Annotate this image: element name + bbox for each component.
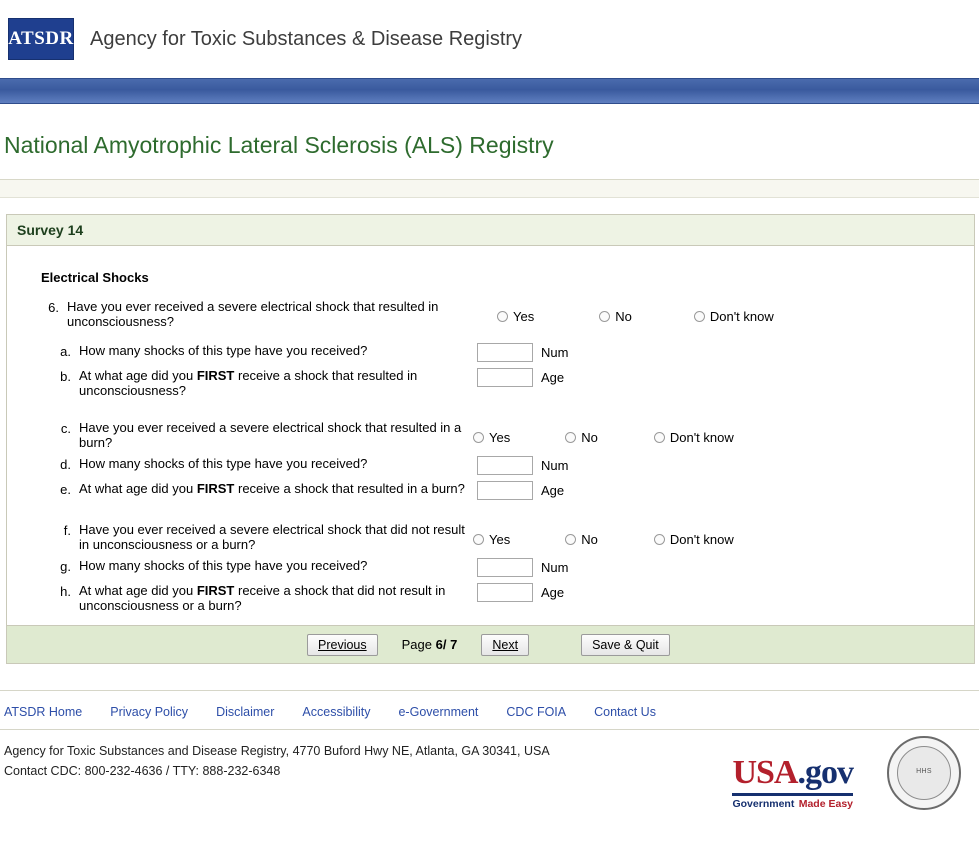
radio-circle-icon[interactable] [654,432,665,443]
age-input-e[interactable] [477,481,533,500]
radio-label: Yes [513,309,535,324]
question-text: How many shocks of this type have you received? [79,456,368,471]
unit-label: Num [541,458,569,473]
unit-label: Age [541,370,565,385]
field-block-h [477,583,564,602]
footer-links [0,691,979,729]
radio-circle-icon[interactable] [565,534,576,545]
question-number: 6. [48,300,59,315]
section-title: Electrical Shocks [41,270,149,285]
radio-label: No [581,430,598,445]
radio-option-no[interactable] [565,430,598,445]
question-number: h. [60,584,71,599]
question-row-b [7,368,974,398]
footer-address-line-1: Agency for Toxic Substances and Disease Registry, 4770 Buford Hwy NE, Atlanta, GA 30341, USA [4,744,550,758]
field-block-g [477,558,568,577]
usagov-tagline-right: Made Easy [798,798,853,810]
question-row-f [7,522,974,552]
previous-button[interactable] [307,634,378,656]
footer-link-contact-us[interactable]: Contact Us [594,705,656,719]
radio-circle-icon[interactable] [654,534,665,545]
page-current: 6 [435,637,443,652]
question-number: c. [60,421,71,436]
radio-option-dont-know[interactable] [694,309,774,324]
radio-group-c [473,420,734,445]
save-and-quit-label: Save & Quit [592,637,659,652]
radio-option-yes[interactable] [497,309,534,324]
title-underbar [0,180,979,198]
radio-option-no[interactable] [565,532,598,547]
question-row-h [7,583,974,613]
radio-label: Yes [489,532,511,547]
footer-link-e-government[interactable]: e-Government [398,705,479,719]
question-row-6 [7,299,974,329]
footer-link-atsdr-home[interactable]: ATSDR Home [4,705,83,719]
footer-bottom [0,730,979,810]
radio-label: No [615,309,632,324]
unit-label: Age [541,483,565,498]
radio-label: Don't know [669,430,734,445]
radio-label: Don't know [709,309,774,324]
previous-button-label: Previous [318,637,367,652]
radio-circle-icon[interactable] [473,534,484,545]
usagov-gov-text: .gov [797,754,853,791]
page-separator: / [442,637,447,652]
question-text: At what age did you FIRST receive a shock that did not result in unconsciousness or a burn? [79,583,446,613]
page-title: National Amyotrophic Lateral Sclerosis (ALS) Registry [4,132,554,158]
radio-label: Don't know [669,532,734,547]
shocks-count-input-g[interactable] [477,558,533,577]
header-color-band [0,78,979,104]
question-text: Have you ever received a severe electrical shock that resulted in a burn? [79,420,462,450]
group-spacer [7,404,974,420]
atsdr-logo[interactable] [8,18,74,60]
question-text: Have you ever received a severe electrical shock that resulted in unconsciousness? [67,299,439,329]
usagov-tagline-left: Government [732,798,795,810]
question-number: g. [60,559,71,574]
hhs-seal-icon [887,736,961,810]
hhs-seal-text: HHS [916,768,932,775]
usagov-logo-text [732,754,853,792]
age-input-b[interactable] [477,368,533,387]
question-text: Have you ever received a severe electrical shock that did not result in unconsciousness or a burn? [79,522,465,552]
age-input-h[interactable] [477,583,533,602]
footer-address-line-2: Contact CDC: 800-232-4636 / TTY: 888-232-6348 [4,764,281,778]
radio-label: No [581,532,598,547]
question-row-g [7,558,974,577]
emphasis-first: FIRST [196,583,235,598]
field-block-b [477,368,564,387]
radio-group-f [473,522,734,547]
field-block-d [477,456,568,475]
group-spacer [7,506,974,522]
atsdr-logo-text: ATSDR [8,28,74,49]
radio-label: Yes [489,430,511,445]
survey-panel-wrapper [0,198,979,664]
question-text: At what age did you FIRST receive a shock that resulted in unconsciousness? [79,368,418,398]
agency-title: Agency for Toxic Substances & Disease Registry [90,27,523,50]
question-row-e [7,481,974,500]
radio-circle-icon[interactable] [497,311,508,322]
field-block-a [477,343,568,362]
header-band-spacer [0,104,979,126]
survey-panel-body [7,246,974,663]
radio-circle-icon[interactable] [599,311,610,322]
footer-address-block [0,730,732,780]
radio-circle-icon[interactable] [473,432,484,443]
radio-option-yes[interactable] [473,430,510,445]
footer-link-accessibility[interactable]: Accessibility [302,705,371,719]
question-text: How many shocks of this type have you received? [79,558,368,573]
radio-circle-icon[interactable] [694,311,705,322]
usagov-rule [732,793,853,796]
radio-option-dont-know[interactable] [654,532,734,547]
question-row-c [7,420,974,450]
footer-link-disclaimer[interactable]: Disclaimer [216,705,275,719]
radio-option-no[interactable] [599,309,632,324]
unit-label: Age [541,585,565,600]
question-number: d. [60,457,71,472]
page-indicator [402,637,458,652]
question-text: At what age did you FIRST receive a shock that resulted in a burn? [79,481,465,496]
next-button-label: Next [492,637,519,652]
site-header [0,0,979,78]
question-number: f. [63,523,71,538]
unit-label: Num [541,560,569,575]
footer-logos [732,730,979,810]
question-number: a. [60,344,71,359]
question-row-a [7,343,974,362]
field-block-e [477,481,564,500]
footer-link-cdc-foia[interactable]: CDC FOIA [506,705,567,719]
shocks-count-input-a[interactable] [477,343,533,362]
next-button[interactable] [481,634,529,656]
footer-link-privacy-policy[interactable]: Privacy Policy [110,705,189,719]
survey-navigation-bar [7,625,974,663]
usagov-tagline [732,798,853,810]
shocks-count-input-d[interactable] [477,456,533,475]
unit-label: Num [541,345,569,360]
emphasis-first: FIRST [196,368,235,383]
usagov-usa-text: USA [732,754,798,791]
radio-circle-icon[interactable] [565,432,576,443]
usagov-logo[interactable] [732,754,853,810]
survey-panel [6,214,975,664]
question-text: How many shocks of this type have you received? [79,343,368,358]
page-total: 7 [450,637,458,652]
save-and-quit-button[interactable] [581,634,670,656]
radio-option-dont-know[interactable] [654,430,734,445]
emphasis-first: FIRST [196,481,235,496]
question-number: e. [60,482,71,497]
survey-panel-heading: Survey 14 [7,215,974,246]
radio-option-yes[interactable] [473,532,510,547]
page-label: Page [401,637,433,652]
radio-group-6 [497,299,774,324]
question-number: b. [60,369,71,384]
question-row-d [7,456,974,475]
